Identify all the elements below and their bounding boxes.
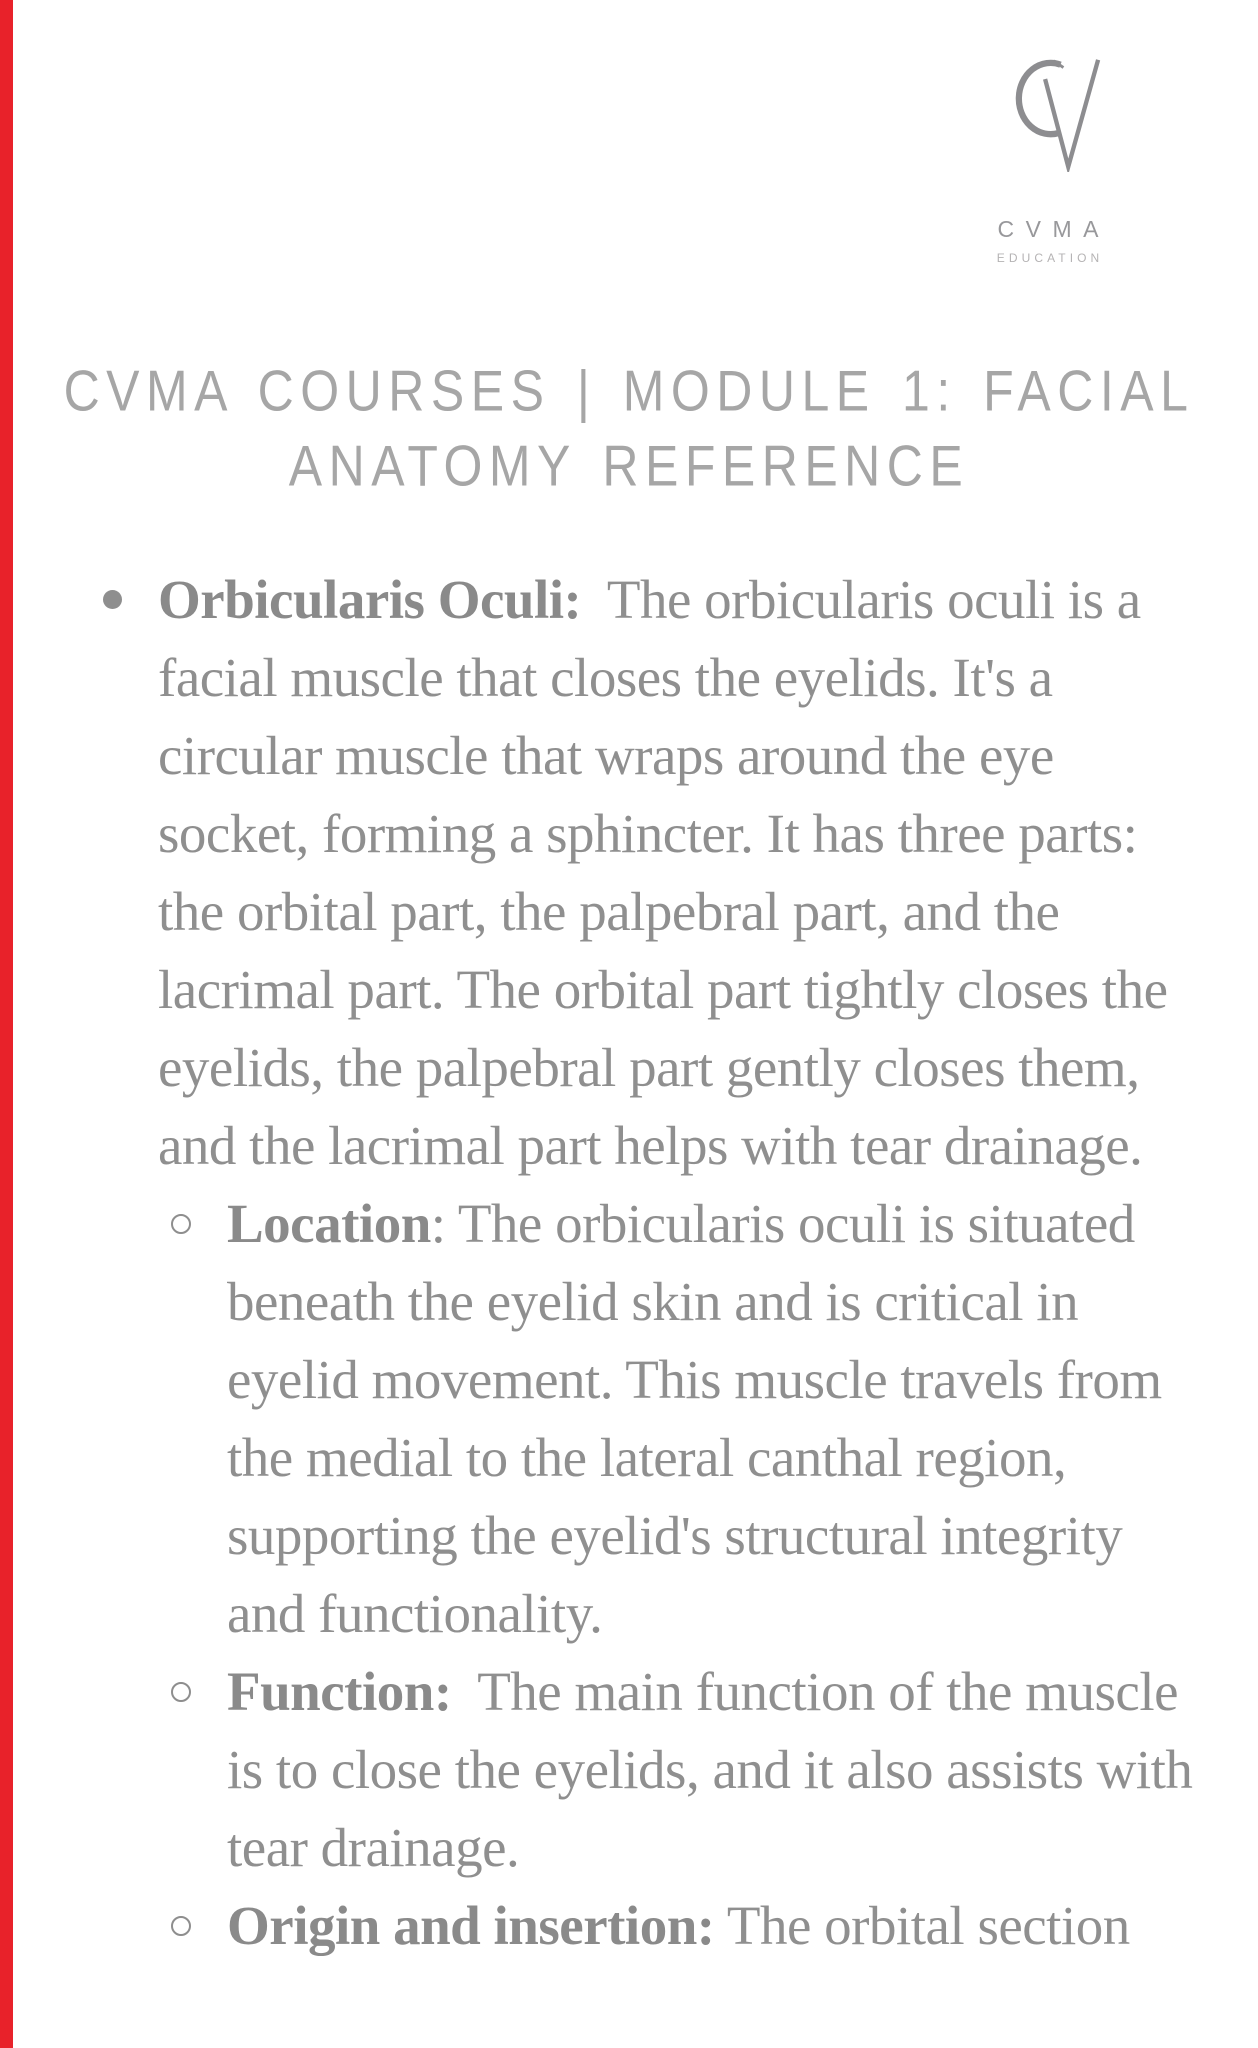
list-item-term: Orbicularis Oculi:	[158, 569, 582, 630]
list-item-term: Location	[227, 1193, 431, 1254]
page-title-line1: CVMA COURSES | MODULE 1: FACIAL	[63, 358, 1195, 424]
cvma-logo	[958, 44, 1138, 265]
page-title-line2: ANATOMY REFERENCE	[288, 433, 970, 498]
list-item-orbicularis-oculi	[0, 561, 1258, 1185]
list-item-body: The orbicularis oculi is a facial muscle that closes the eyelids. It's a circular muscle that wraps around the eye socket, forming a sphincter. It has three parts: the orbital part, the palpebral part, and the lacrimal part. The orbital part tightly closes the eyelids, the palpebral part gently closes them, and the lacrimal part helps with tear drainage.	[158, 569, 1181, 1176]
list-item-term: Function:	[227, 1661, 452, 1722]
document-body	[0, 561, 1258, 1965]
bullet-circle-icon	[171, 1682, 191, 1702]
bullet-circle-icon	[171, 1214, 191, 1234]
list-item-body: The orbital section	[714, 1895, 1130, 1956]
list-item-text	[227, 1185, 1210, 1653]
list-item-origin-insertion	[0, 1887, 1258, 1965]
bullet-dot-icon	[103, 590, 122, 609]
bullet-circle-icon	[171, 1916, 191, 1936]
cv-monogram-icon	[958, 44, 1138, 172]
list-item-body: The main function of the muscle is to close the eyelids, and it also assists with tear drainage.	[227, 1661, 1206, 1878]
list-item-text	[227, 1887, 1210, 1965]
list-item-text	[158, 561, 1210, 1185]
list-item-location	[0, 1185, 1258, 1653]
list-item-function	[0, 1653, 1258, 1887]
logo-tagline: EDUCATION	[996, 251, 1104, 265]
list-item-term: Origin and insertion:	[227, 1895, 715, 1956]
page-title	[0, 354, 1258, 504]
logo-wordmark: CVMA	[997, 216, 1110, 242]
list-item-text	[227, 1653, 1210, 1887]
list-item-body: : The orbicularis oculi is situated beneath the eyelid skin and is critical in eyelid movement. This muscle travels from the medial to the lateral canthal region, supporting the eyelid's structural integrity and functionality.	[227, 1193, 1175, 1644]
